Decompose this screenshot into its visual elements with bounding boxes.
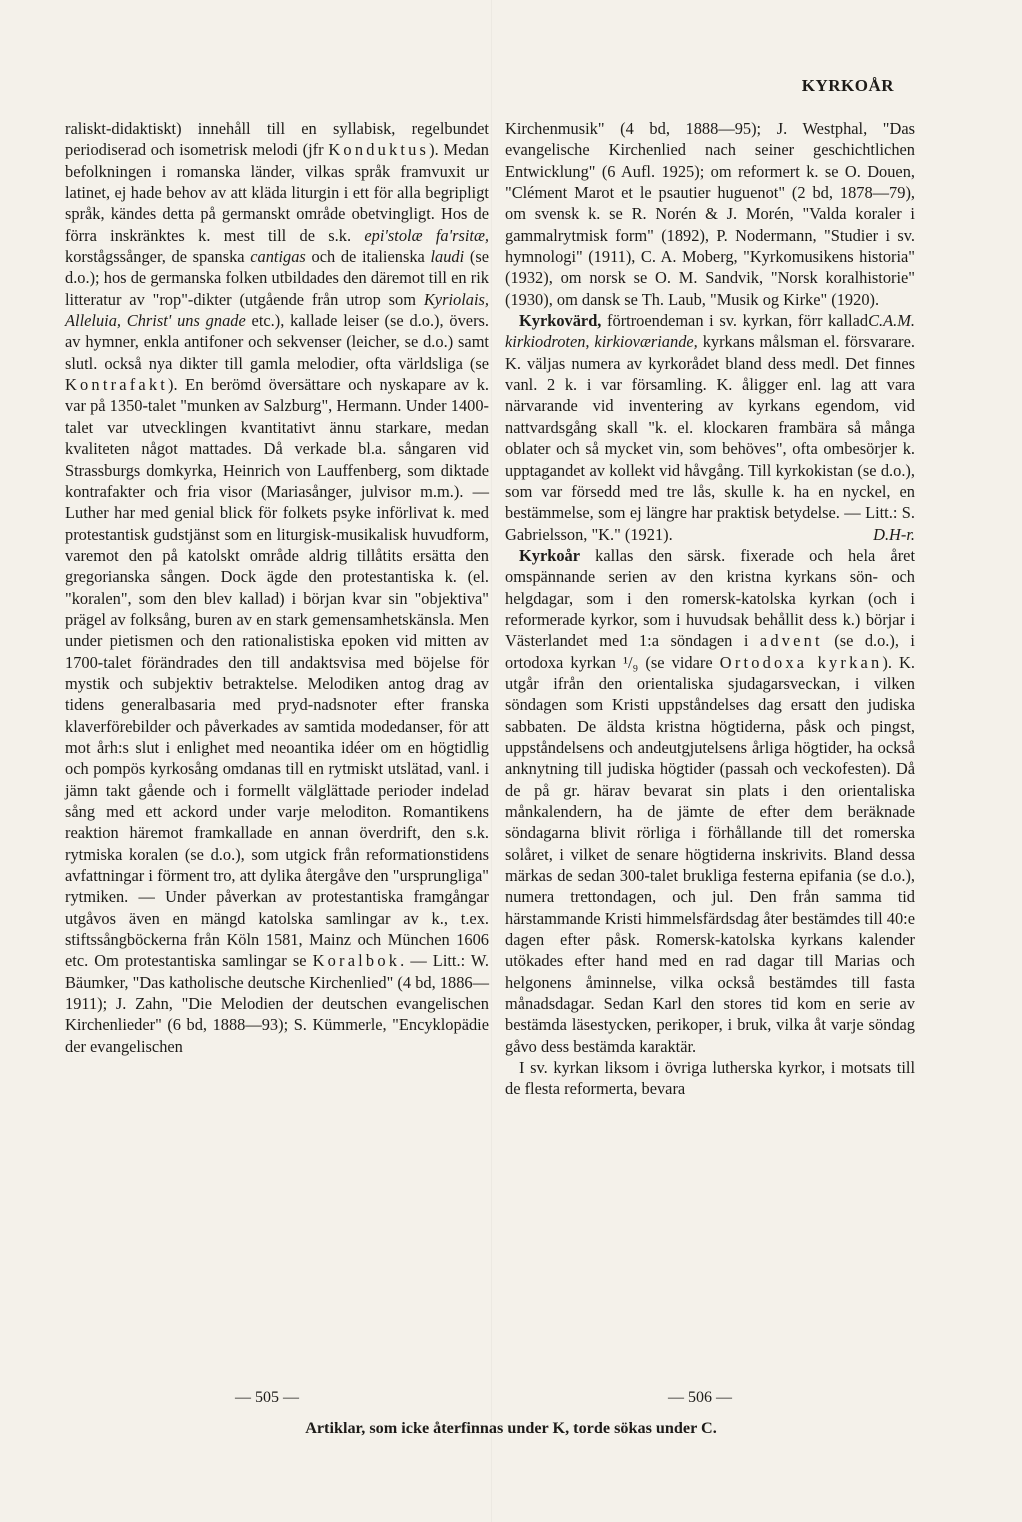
entry-kyrkoar [505, 545, 915, 1057]
text-run: (se vidare [638, 652, 720, 672]
entry-headword: Kyrkoår [519, 545, 581, 565]
text-run: Kirchenmusik" (4 bd, 1888—95); J. Westphal, "Das evangelische Kirchenlied nach seiner geschichtlichen Entwicklung" (6 Aufl. 1925); om reformert k. se O. Douen, "Clément Marot et le psautier huguenot" (2 bd, 1878—79), om svensk k. se R. Norén & J. Morén, "Valda koraler i gammalrytmisk form" (1892), P. Nodermann, "Studier i sv. hymnologi" (1911), C. A. Moberg, "Kyrkomusikens historia" (1932), om norsk se O. M. Sandvik, "Norsk koralhistorie" (1930), om dansk se Th. Laub, "Musik og Kirke" (1920). [505, 119, 915, 309]
italic-term: cantigas [250, 247, 306, 267]
italic-term: epi'stolæ fa'rsitæ, [364, 225, 489, 245]
date-fraction: ¹/₉ [623, 652, 639, 672]
text-run: raliskt-didaktiskt) innehåll till en syllabisk, regelbundet periodiserad och isometrisk melodi (jfr [65, 119, 489, 160]
left-paragraph [65, 118, 489, 1057]
text-run: I sv. kyrkan liksom i övriga lutherska kyrkor, i motsats till de flesta reformerta, bevara [505, 1058, 915, 1099]
cross-reference: Konduktus [328, 140, 430, 160]
entry-kyrkovard [505, 310, 915, 545]
entry-headword: Kyrkovärd, [519, 311, 602, 331]
text-run: kyrkans målsman el. försvarare. K. väljas numera av kyrkorådet bland dess medl. Det finnes vanl. 2 k. i var församling. K. åligger enl. lag att vara närvarande vid inventering av kyrkans egendom, vid nattvardsgång skall "k. el. klockaren frambära så många oblater och så mycket vin, som behöves", ofta ombesörjer k. upptagandet av kollekt vid håvgång. Till kyrkokistan (se d.o.), som var försedd med tre lås, skulle k. ha en nyckel, en bestämmelse, som ej längre har praktisk betydelse. — Litt.: S. Gabrielsson, "K." (1921). [505, 332, 915, 544]
text-run: . — Litt.: W. Bäumker, "Das katholische deutsche Kirchenlied" (4 bd, 1886—1911); J. Zahn, "Die Melodien der deutschen evangelischen Kirchenlieder" (6 bd, 1888—93); S. Kümmerle, "Encyklopädie der evangelischen [65, 951, 489, 1056]
page-number-right: — 506 — [668, 1389, 732, 1406]
text-run: och de italienska [305, 247, 431, 267]
italic-term: kirkiodroten, kirkioværiande, [505, 332, 698, 352]
italic-term: laudi [430, 247, 465, 267]
cross-reference: Koralbok [312, 951, 401, 971]
text-run: ). K. utgår ifrån den orientaliska sjudagarsveckan, i vilken söndagen som Kristi uppståndelses dag ersatt den judiska sabbaten. De äldsta kristna högtiderna, påsk och pingst, uppståndelsens och andeutgjutelsens årliga högtider, ha också anknytning till judiska högtider (passah och veckofesten). Då de på gr. härav bevarat sin plats i den orientaliska månkalendern, ha de jämte de efter dem beräknade söndagarna blivit rörliga i förhållande till det romerska solåret, i vilket de senare högtiderna inskrivits. Bland dessa märkas de sedan 300-talet brukliga festerna epifania (se d.o.), numera trettondagen, och jul. Den från samma tid härstammande Kristi himmelsfärdsdag åter bestämdes till 40:e dagen efter påsk. Romersk-katolska kyrkans kalender utökades efter hand med en rad dagar till Marias och helgonens åminnelse, vilka också bestämdes till fasta månadsdagar. Sedan Karl den stores tid kom en serie av bestämda läsestycken, perikoper, i bruk, vilka åt varje söndag gåvo dess bestämda karaktär. [505, 652, 915, 1056]
italic-term: Kyriolais, Alleluia, Christ' uns gnade [65, 289, 489, 331]
cross-reference: Kontrafakt [65, 375, 168, 395]
cross-reference: Ortodoxa kyrkan [719, 652, 883, 672]
text-run: kallas den särsk. fixerade och hela året omspännande serien av den kristna kyrkans sön- och helgdagar, som i den romersk-katolska kyrkan (och i reformerade kyrkor, som i huvudsak behållit dess k.) börjar i Västerlandet med 1:a söndagen i [505, 545, 915, 651]
text-run: förtroendeman i sv. kyrkan, förr kallad [601, 311, 869, 331]
text-run: ). Medan befolkningen i romanska länder, vilkas språk framvuxit ur latinet, ej hade behov av att kläda liturgin i ett för alla begripligt språk, kändes detta på germanskt område obetvingligt. Hos de förra inskränktes k. mest till de s.k. [65, 140, 490, 245]
author-signature: D.H-r. [873, 524, 915, 544]
text-run: etc.), kallade leiser (se d.o.), övers. av hymner, enkla antifoner och sekvenser (leicher, se d.o.) samt slutl. också nya dikter till gamla melodier, ofta världsliga (se [65, 311, 489, 373]
right-column [505, 118, 915, 1100]
footer-note: Artiklar, som icke återfinnas under K, torde sökas under C. [305, 1419, 717, 1437]
text-run: (se d.o.); hos de germanska folken utbildades den däremot till en rik litteratur av "rop"-dikter (utgående från utrop som [65, 247, 489, 309]
left-column [65, 118, 489, 1057]
cross-reference: advent [759, 631, 823, 651]
author-signature: C.A.M. [868, 311, 915, 331]
text-run: ). En berömd översättare och nyskapare av k. var på 1350-talet "munken av Salzburg", Hermann. Under 1400-talet var utvecklingen kvantitativt ännu starkare, medan kvaliteten något mattades. Då verkade bl.a. sångaren vid Strassburgs domkyrka, Heinrich von Lauffenberg, som diktade kontrafakter och fria visor (Mariasånger, julvisor m.m.). — Luther har med genial blick för folkets psyke införlivat k. med protestantisk gudstjänst som en liturgisk-musikalisk huvudform, varemot den på katolskt område aldrig tillåtits ersätta den gregorianska sången. Dock ägde den protestantiska k. (el. "koralen", som den blev kallad) i början kvar sin "objektiva" prägel av folksång, buren av en stark gemensamhetskänsla. Men under pietismen och den rationalistiska epoken vid mitten av 1700-talet förändrades den till andaktsvisa med böjelse för mystik och subjektiv betraktelse. Melodiken antog drag av tidens generalbasaria med pryd-nadsnoter efter franska klaverförebilder och påverkades av samtida modedanser, för att mot årh:s slut i enlighet med neoantika idéer om en högtidlig och pompös kyrkosång omdanas till en rytmiskt utslätad, vanl. i jämn takt gående och i formellt välglättade perioder indelad sång med ett ackord under varje meloditon. Romantikens reaktion häremot framkallade en annan överdrift, den s.k. rytmiska koralen (se d.o.), som utgick från reformationstidens avfattningar i förment tro, att dylika återgåve den "ursprungliga" rytmiken. — Under påverkan av protestantiska framgångar utgåvos även en mängd katolska samlingar av k., t.ex. stiftssångböckerna från Köln 1581, Mainz och München 1606 etc. Om protestantiska samlingar se [65, 375, 489, 971]
running-head: KYRKOÅR [801, 76, 894, 95]
entry-kyrkoar-continued [505, 1057, 915, 1100]
page-number-left: — 505 — [235, 1389, 299, 1406]
text-run: (se d.o.), i ortodoxa kyrkan [505, 631, 915, 672]
page-fold [491, 0, 492, 1522]
text-run: korstågssånger, de spanska [65, 247, 251, 267]
